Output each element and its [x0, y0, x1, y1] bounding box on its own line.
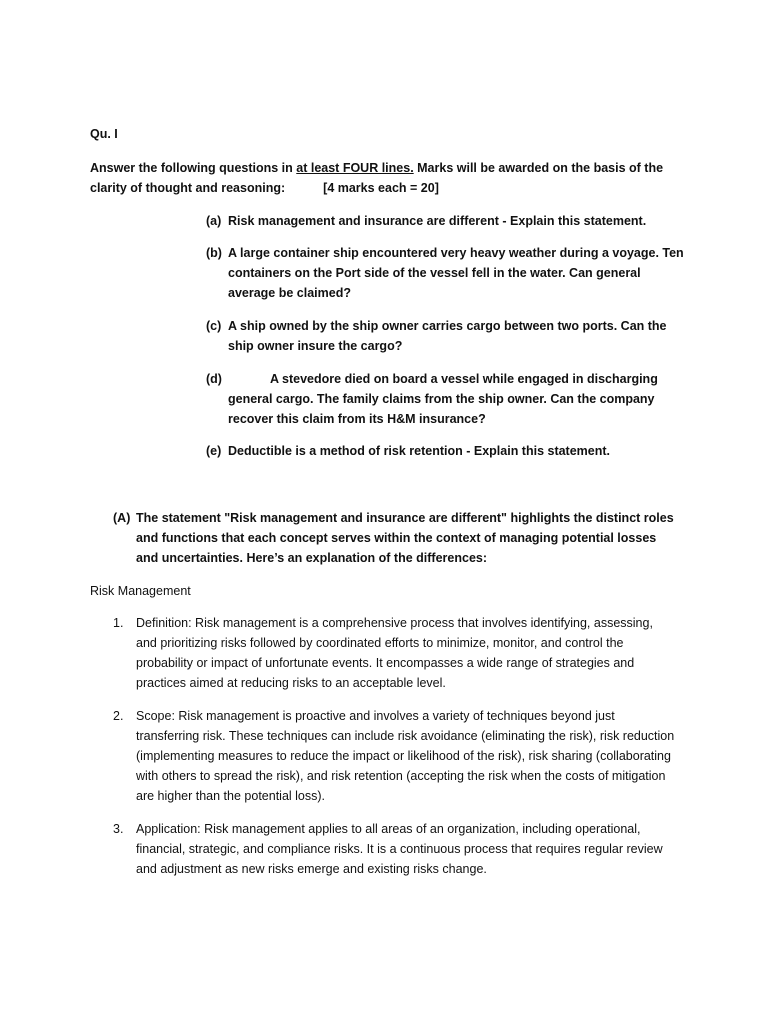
- question-heading: Qu. I: [90, 127, 118, 141]
- point-number: 3.: [113, 822, 124, 836]
- question-label: (e): [206, 444, 222, 458]
- question-text: A large container ship encountered very heavy weather during a voyage. Ten containers on the Port side of the vessel fell in the water. Can general average be claimed?: [228, 246, 684, 300]
- question-label: (c): [206, 319, 222, 333]
- answer-label: (A): [113, 511, 131, 525]
- point-text: Definition: Risk management is a comprehensive process that involves identifying, assessing, and prioritizing risks followed by coordinated efforts to minimize, monitor, and control the probability or impact of unfortunate events. It encompasses a wide range of strategies and practices aimed at reducing risks to an acceptable level.: [136, 616, 653, 690]
- point-text: Application: Risk management applies to all areas of an organization, including operational, financial, strategic, and compliance risks. It is a continuous process that requires regular review and adjustment as new risks emerge and existing risks change.: [136, 822, 663, 876]
- instructions: [90, 158, 690, 198]
- question-text: A ship owned by the ship owner carries cargo between two ports. Can the ship owner insure the cargo?: [228, 319, 667, 353]
- point-number: 1.: [113, 616, 124, 630]
- question-label: (b): [206, 246, 222, 260]
- marks-note: [4 marks each = 20]: [323, 181, 439, 195]
- point-text: Scope: Risk management is proactive and involves a variety of techniques beyond just transferring risk. These techniques can include risk avoidance (eliminating the risk), risk reduction (implementing measures to reduce the impact or likelihood of the risk), risk sharing (collaborating with others to spread the risk), and risk retention (accepting the risk when the costs of mitigation are higher than the potential loss).: [136, 709, 675, 803]
- answer-text: The statement "Risk management and insurance are different" highlights the distinct roles and functions that each concept serves within the context of managing potential losses and uncertainties. Here’s an explanation of the differences:: [136, 511, 674, 565]
- question-text: Deductible is a method of risk retention - Explain this statement.: [228, 444, 611, 458]
- question-label: (a): [206, 214, 222, 228]
- question-text: A stevedore died on board a vessel while engaged in discharging general cargo. The family claims from the ship owner. Can the company recover this claim from its H&M insurance?: [228, 372, 658, 426]
- instructions-text-2: Marks will be awarded on the basis of the: [413, 161, 664, 175]
- section-title: Risk Management: [90, 584, 191, 598]
- question-text: Risk management and insurance are different - Explain this statement.: [228, 214, 647, 228]
- question-label: (d): [206, 372, 222, 386]
- instructions-text-1: Answer the following questions in: [90, 161, 297, 175]
- instructions-emphasis: at least FOUR lines.: [296, 161, 414, 175]
- point-number: 2.: [113, 709, 124, 723]
- instructions-line-2: clarity of thought and reasoning:: [90, 181, 286, 195]
